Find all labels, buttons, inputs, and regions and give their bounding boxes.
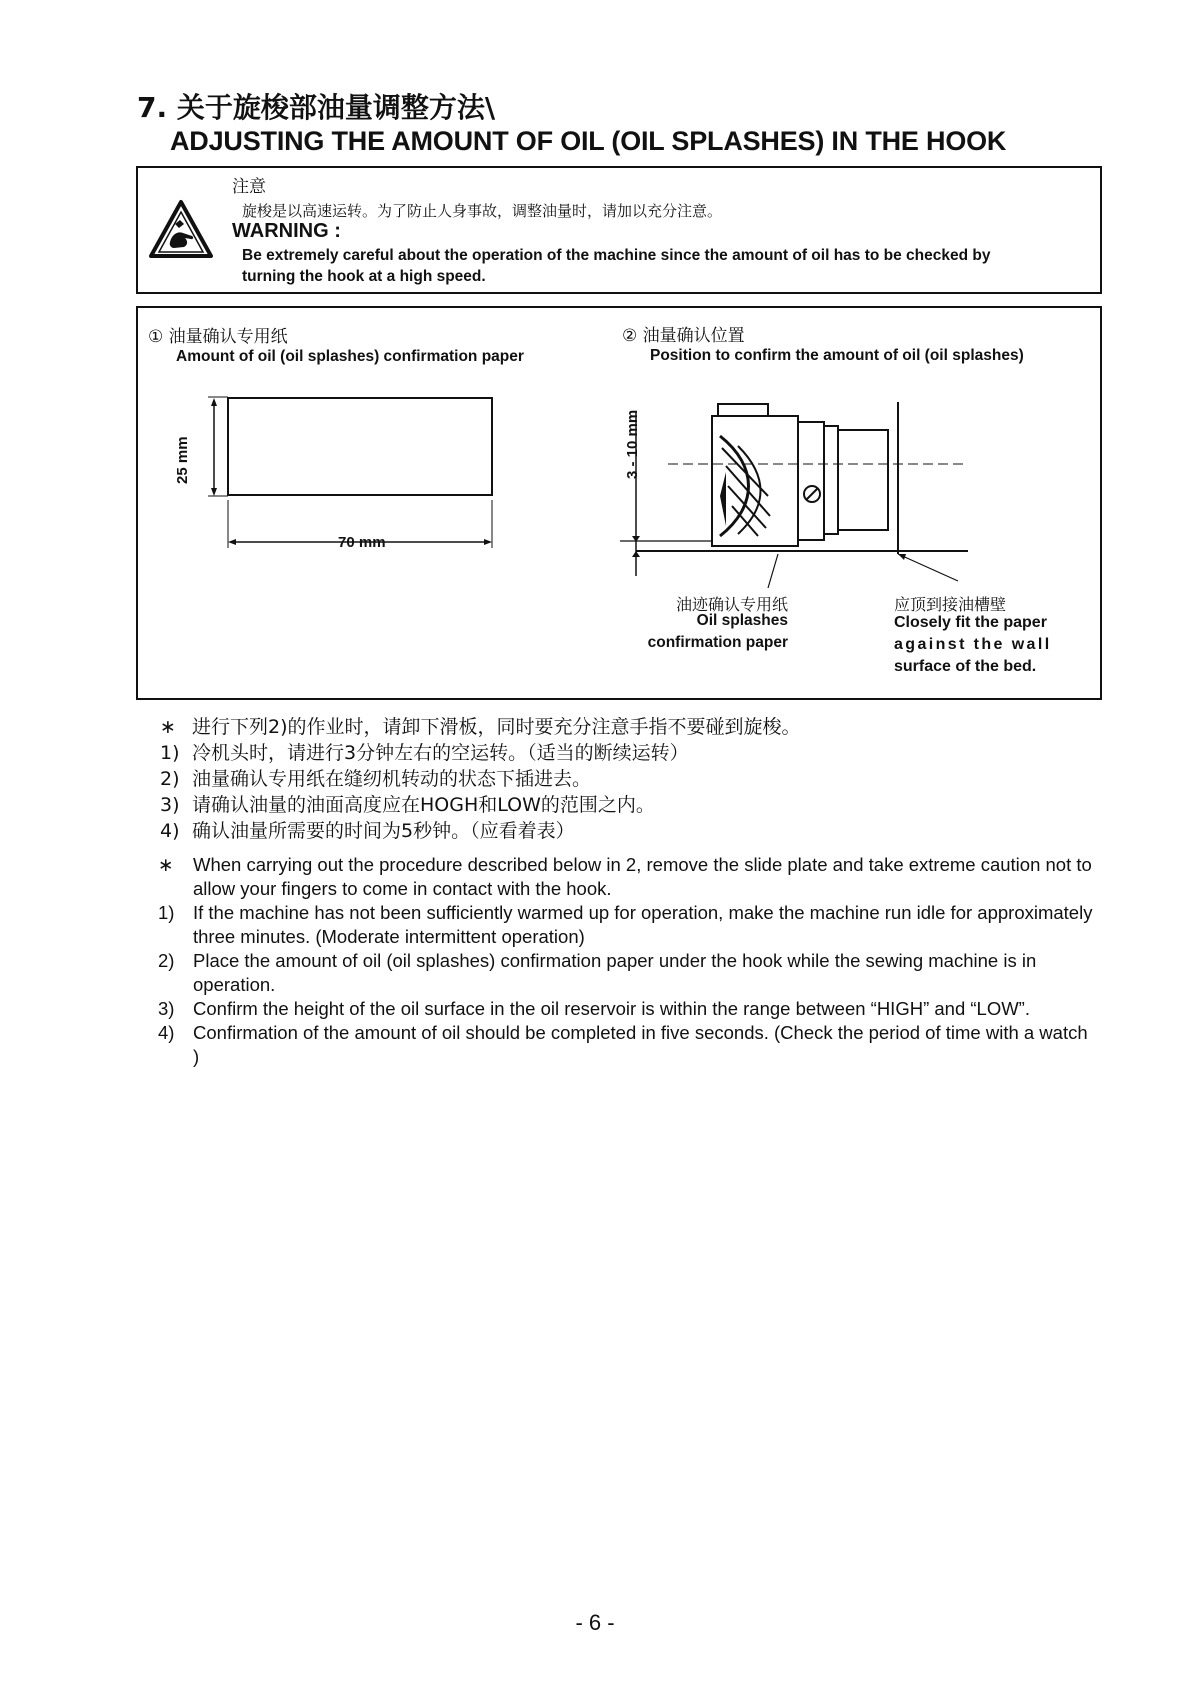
paper-height-label: 25 mm bbox=[174, 436, 191, 484]
list-item: 4) 确认油量所需要的时间为5秒钟。（应看着表） bbox=[160, 820, 575, 842]
warning-label-en: WARNING : bbox=[232, 220, 341, 242]
warning-text-cn: 旋梭是以高速运转。为了防止人身事故，调整油量时，请加以充分注意。 bbox=[242, 202, 723, 220]
paper-title-cn: ① 油量确认专用纸 bbox=[148, 327, 288, 347]
fit-paper-label-en-2: against the wall bbox=[894, 636, 1052, 653]
splash-paper-label-cn: 油迹确认专用纸 bbox=[675, 595, 788, 614]
paper-title-en: Amount of oil (oil splashes) confirmation paper bbox=[176, 348, 524, 365]
section-title-cn: 7. 关于旋梭部油量调整方法\ bbox=[137, 91, 496, 124]
paper-width-label: 70 mm bbox=[338, 534, 386, 551]
fit-paper-label-cn: 应顶到接油槽壁 bbox=[894, 595, 1007, 614]
diagram-box bbox=[136, 306, 1102, 700]
splash-paper-label-en-2: confirmation paper bbox=[647, 634, 788, 651]
position-title-cn: ② 油量确认位置 bbox=[622, 326, 745, 346]
list-item: 2) Place the amount of oil (oil splashes) confirmation paper under the hook while the sewing machine is in operation. bbox=[158, 950, 1037, 995]
warning-text-en-line2: turning the hook at a high speed. bbox=[242, 268, 486, 285]
confirmation-paper-drawing bbox=[168, 388, 498, 563]
hand-caution-icon bbox=[148, 198, 214, 260]
warning-label-cn: 注意 bbox=[232, 177, 266, 197]
splash-paper-label-en-1: Oil splashes bbox=[696, 612, 788, 629]
warning-text-en-line1: Be extremely careful about the operation of the machine since the amount of oil has to be checked by bbox=[242, 247, 991, 264]
list-item: 2) 油量确认专用纸在缝纫机转动的状态下插进去。 bbox=[160, 768, 592, 790]
en-procedure-list bbox=[158, 853, 1094, 1069]
cn-procedure-list bbox=[160, 714, 801, 844]
warning-box bbox=[136, 166, 1102, 294]
position-title-en: Position to confirm the amount of oil (oil splashes) bbox=[650, 347, 1024, 364]
list-item: 4) Confirmation of the amount of oil should be completed in five seconds. (Check the period of time with a watch ) bbox=[158, 1022, 1088, 1067]
list-item: 3) 请确认油量的油面高度应在HOGH和LOW的范围之内。 bbox=[160, 794, 655, 816]
list-item: 1) If the machine has not been sufficiently warmed up for operation, make the machine run idle for approximately three minutes. (Moderate intermittent operation) bbox=[158, 902, 1093, 947]
list-item: ∗ When carrying out the procedure described below in 2, remove the slide plate and take extreme caution not to allow your fingers to come in contact with the hook. bbox=[158, 854, 1092, 899]
page-number: - 6 - bbox=[575, 1610, 615, 1635]
fit-paper-label-en-1: Closely fit the paper bbox=[894, 614, 1047, 631]
fit-paper-label-en-3: surface of the bed. bbox=[894, 658, 1037, 675]
hook-drawing bbox=[608, 376, 1058, 596]
list-item: ∗ 进行下列2)的作业时，请卸下滑板，同时要充分注意手指不要碰到旋梭。 bbox=[160, 716, 801, 738]
section-title-en: ADJUSTING THE AMOUNT OF OIL (OIL SPLASHES) IN THE HOOK bbox=[170, 126, 1007, 156]
list-item: 1) 冷机头时，请进行3分钟左右的空运转。（适当的断续运转） bbox=[160, 742, 689, 764]
list-item: 3) Confirm the height of the oil surface in the oil reservoir is within the range between “HIGH” and “LOW”. bbox=[158, 998, 1030, 1019]
gap-distance-label: 3 - 10 mm bbox=[624, 409, 641, 479]
